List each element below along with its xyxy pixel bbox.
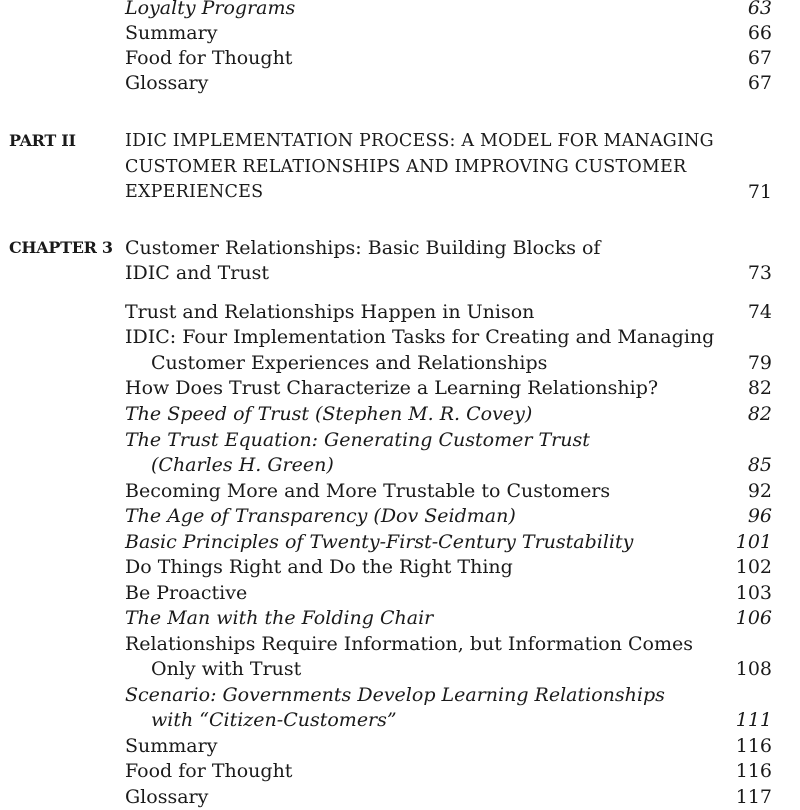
entry-title: Trust and Relationships Happen in Unison <box>125 301 535 323</box>
chapter-title-line: Customer Relationships: Basic Building Blocks of <box>125 237 601 259</box>
toc-entry <box>0 350 800 376</box>
entry-page: 116 <box>735 735 772 757</box>
toc-entry <box>0 554 800 580</box>
part-heading <box>0 128 800 154</box>
entry-page: 82 <box>747 377 772 399</box>
entry-page: 108 <box>735 658 772 680</box>
entry-title: The Man with the Folding Chair <box>125 607 434 629</box>
entry-title: Be Proactive <box>125 582 248 604</box>
toc-entry <box>0 401 800 427</box>
entry-title-cont: Only with Trust <box>151 658 302 680</box>
chapter-title-line: IDIC and Trust <box>125 262 269 284</box>
entry-title: Becoming More and More Trustable to Customers <box>125 480 611 502</box>
entry-page: 106 <box>735 607 772 629</box>
chapter-page: 73 <box>747 262 772 284</box>
toc-entry <box>0 682 800 708</box>
toc-entry <box>0 478 800 504</box>
entry-page: 102 <box>735 556 772 578</box>
part-title-line: EXPERIENCES <box>125 182 264 202</box>
entry-page: 96 <box>747 505 772 527</box>
entry-title: Summary <box>125 22 218 44</box>
part-heading <box>0 179 800 205</box>
entry-title: Food for Thought <box>125 47 293 69</box>
entry-page: 103 <box>735 582 772 604</box>
entry-title: IDIC: Four Implementation Tasks for Creating and Managing <box>125 326 715 348</box>
toc-entry <box>0 70 800 96</box>
entry-page: 74 <box>747 301 772 323</box>
entry-title: The Trust Equation: Generating Customer Trust <box>125 429 590 451</box>
toc-entry <box>0 375 800 401</box>
toc-entry <box>0 758 800 784</box>
entry-title: Loyalty Programs <box>125 0 296 19</box>
toc-entry <box>0 20 800 46</box>
toc-entry <box>0 299 800 325</box>
toc-entry <box>0 503 800 529</box>
chapter-label: CHAPTER 3 <box>9 238 113 257</box>
entry-page: 67 <box>747 47 772 69</box>
entry-title: Basic Principles of Twenty-First-Century Trustability <box>125 531 634 553</box>
entry-title: Glossary <box>125 72 209 94</box>
entry-page: 66 <box>747 22 772 44</box>
entry-page: 116 <box>735 760 772 782</box>
entry-title: Do Things Right and Do the Right Thing <box>125 556 513 578</box>
toc-entry <box>0 324 800 350</box>
entry-page: 92 <box>747 480 772 502</box>
toc-entry <box>0 733 800 759</box>
part-page: 71 <box>747 181 772 203</box>
entry-page: 85 <box>747 454 772 476</box>
entry-page: 101 <box>735 531 772 553</box>
entry-page: 117 <box>735 786 772 808</box>
toc-entry <box>0 656 800 682</box>
entry-title-cont: Customer Experiences and Relationships <box>151 352 548 374</box>
entry-title-cont: with “Citizen-Customers” <box>151 709 397 731</box>
toc-entry <box>0 427 800 453</box>
entry-page: 82 <box>747 403 772 425</box>
entry-title: The Age of Transparency (Dov Seidman) <box>125 505 516 527</box>
chapter-heading <box>0 235 800 261</box>
part-title-line: IDIC IMPLEMENTATION PROCESS: A MODEL FOR MANAGING <box>125 131 714 151</box>
toc-entry <box>0 784 800 810</box>
toc-entry <box>0 452 800 478</box>
entry-title: How Does Trust Characterize a Learning Relationship? <box>125 377 659 399</box>
part-title-line: CUSTOMER RELATIONSHIPS AND IMPROVING CUSTOMER <box>125 157 687 177</box>
entry-title-cont: (Charles H. Green) <box>151 454 334 476</box>
entry-page: 111 <box>735 709 772 731</box>
entry-title: Food for Thought <box>125 760 293 782</box>
entry-page: 79 <box>747 352 772 374</box>
toc-entry <box>0 605 800 631</box>
part-label: PART II <box>9 131 76 150</box>
part-heading <box>0 154 800 180</box>
entry-page: 63 <box>747 0 772 19</box>
entry-title: Glossary <box>125 786 209 808</box>
toc-entry <box>0 529 800 555</box>
entry-title: Summary <box>125 735 218 757</box>
toc-entry <box>0 0 800 21</box>
toc-entry <box>0 45 800 71</box>
toc-entry <box>0 631 800 657</box>
entry-title: The Speed of Trust (Stephen M. R. Covey) <box>125 403 533 425</box>
entry-page: 67 <box>747 72 772 94</box>
chapter-heading <box>0 260 800 286</box>
toc-entry <box>0 580 800 606</box>
toc-entry <box>0 707 800 733</box>
entry-title: Relationships Require Information, but Information Comes <box>125 633 693 655</box>
entry-title: Scenario: Governments Develop Learning Relationships <box>125 684 665 706</box>
